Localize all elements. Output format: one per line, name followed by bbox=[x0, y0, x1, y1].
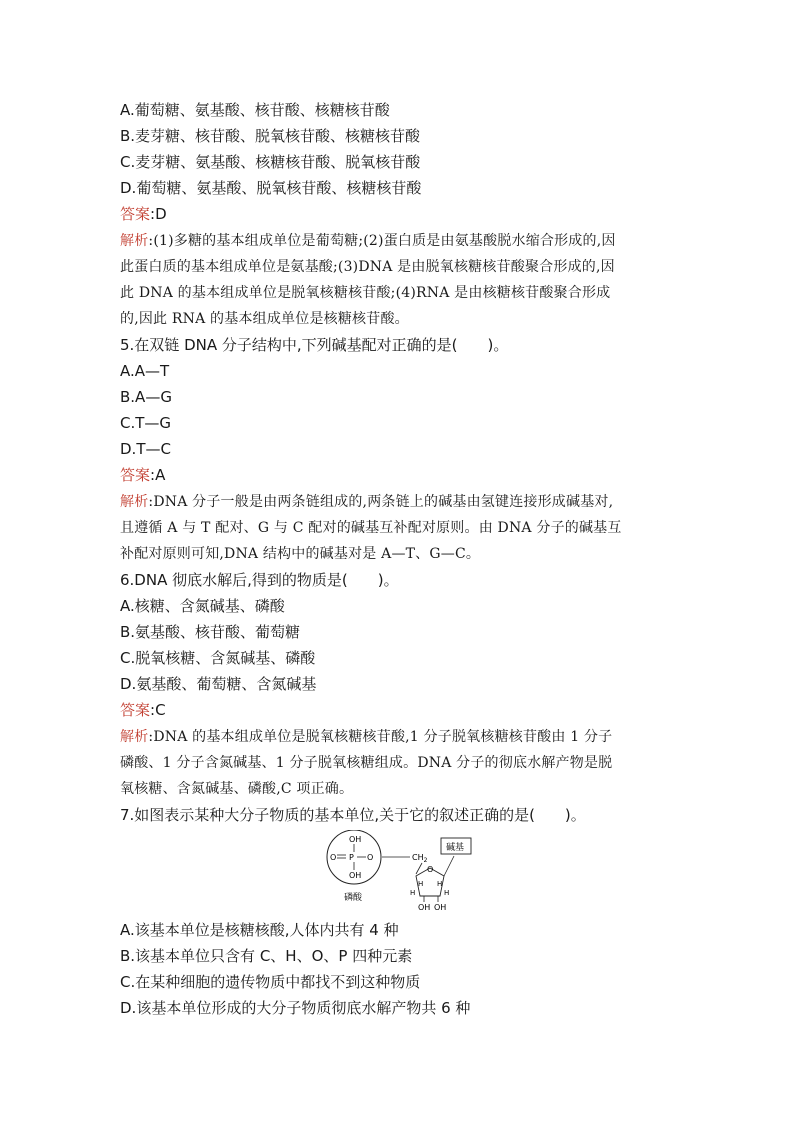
ring-h-1: H bbox=[418, 880, 424, 888]
q4-explain-line-2: 此蛋白质的基本组成单位是氨基酸;(3)DNA 是由脱氧核糖核苷酸聚合形成的,因 bbox=[120, 259, 615, 275]
q7-option-a: A.该基本单位是核糖核酸,人体内共有 4 种 bbox=[120, 921, 399, 939]
ring-h-4: H bbox=[444, 889, 450, 897]
q7-stem: 7.如图表示某种大分子物质的基本单位,关于它的叙述正确的是( )。 bbox=[120, 806, 586, 824]
q5-explain-line-2: 且遵循 A 与 T 配对、G 与 C 配对的碱基互补配对原则。由 DNA 分子的碱基互 bbox=[120, 520, 622, 536]
q6-answer bbox=[120, 701, 166, 719]
answer-value: :A bbox=[150, 466, 166, 484]
phosphate-label: 磷酸 bbox=[344, 893, 363, 903]
q5-option-d: D.T—C bbox=[120, 440, 171, 458]
q6-option-a: A.核糖、含氮碱基、磷酸 bbox=[120, 597, 285, 615]
ch2-label: $CH_2$ bbox=[412, 853, 428, 864]
explain-label: 解析 bbox=[120, 233, 149, 249]
q6-explain-line-3: 氧核糖、含氮碱基、磷酸,C 项正确。 bbox=[120, 781, 354, 797]
phosphate-oh-bottom: OH bbox=[349, 871, 362, 880]
answer-label: 答案 bbox=[120, 701, 151, 719]
q4-explain-line-1 bbox=[120, 232, 616, 250]
q6-option-b: B.氨基酸、核苷酸、葡萄糖 bbox=[120, 623, 301, 641]
q4-option-c: C.麦芽糖、氨基酸、核糖核苷酸、脱氧核苷酸 bbox=[120, 153, 421, 171]
phosphate-o-left: O bbox=[330, 853, 337, 862]
answer-label: 答案 bbox=[120, 466, 151, 484]
nucleotide-structure-diagram bbox=[326, 830, 476, 915]
q6-option-c: C.脱氧核糖、含氮碱基、磷酸 bbox=[120, 649, 316, 667]
ring-oh-1: OH bbox=[418, 903, 431, 912]
bond-c1-base bbox=[444, 856, 454, 876]
phosphate-p: P bbox=[349, 853, 354, 862]
q5-answer bbox=[120, 466, 165, 484]
ring-h-3: H bbox=[410, 889, 416, 897]
ring-oxygen: O bbox=[427, 865, 434, 874]
q6-explain-line-1 bbox=[120, 728, 612, 746]
explain-label: 解析 bbox=[120, 494, 149, 510]
q6-stem: 6.DNA 彻底水解后,得到的物质是( )。 bbox=[120, 571, 399, 589]
q5-explain-line-1 bbox=[120, 493, 613, 511]
explain-label: 解析 bbox=[120, 729, 149, 745]
q4-option-d: D.葡萄糖、氨基酸、脱氧核苷酸、核糖核苷酸 bbox=[120, 179, 422, 197]
phosphate-oh-top: OH bbox=[349, 835, 362, 844]
q4-explain-line-3: 此 DNA 的基本组成单位是脱氧核糖核苷酸;(4)RNA 是由核糖核苷酸聚合形成 bbox=[120, 285, 611, 301]
q4-answer bbox=[120, 205, 167, 223]
q5-option-b: B.A—G bbox=[120, 388, 172, 406]
q6-explain-line-2: 磷酸、1 分子含氮碱基、1 分子脱氧核糖组成。DNA 分子的彻底水解产物是脱 bbox=[120, 755, 613, 771]
base-label: 碱基 bbox=[446, 843, 465, 853]
q4-option-b: B.麦芽糖、核苷酸、脱氧核苷酸、核糖核苷酸 bbox=[120, 127, 421, 145]
q5-option-c: C.T—G bbox=[120, 414, 172, 432]
q7-option-d: D.该基本单位形成的大分子物质彻底水解产物共 6 种 bbox=[120, 999, 471, 1017]
q7-option-c: C.在某种细胞的遗传物质中都找不到这种物质 bbox=[120, 973, 421, 991]
nucleotide-svg bbox=[326, 830, 476, 915]
ring-oh-2: OH bbox=[434, 903, 447, 912]
bond-ch2-c4 bbox=[416, 863, 422, 874]
q6-option-d: D.氨基酸、葡萄糖、含氮碱基 bbox=[120, 675, 317, 693]
q5-explain-line-3: 补配对原则可知,DNA 结构中的碱基对是 A—T、G—C。 bbox=[120, 546, 481, 562]
q4-explain-line-4: 的,因此 RNA 的基本组成单位是核糖核苷酸。 bbox=[120, 311, 409, 327]
ring-h-2: H bbox=[437, 880, 443, 888]
explain-text: :DNA 分子一般是由两条链组成的,两条链上的碱基由氢键连接形成碱基对, bbox=[148, 494, 614, 510]
answer-label: 答案 bbox=[120, 205, 151, 223]
answer-value: :D bbox=[150, 205, 167, 223]
phosphate-o-right: O bbox=[367, 853, 374, 862]
answer-value: :C bbox=[150, 701, 166, 719]
q7-option-b: B.该基本单位只含有 C、H、O、P 四种元素 bbox=[120, 947, 413, 965]
q4-option-a: A.葡萄糖、氨基酸、核苷酸、核糖核苷酸 bbox=[120, 101, 390, 119]
explain-text: :DNA 的基本组成单位是脱氧核糖核苷酸,1 分子脱氧核糖核苷酸由 1 分子 bbox=[148, 729, 613, 745]
q5-option-a: A.A—T bbox=[120, 362, 170, 380]
explain-text: :(1)多糖的基本组成单位是葡萄糖;(2)蛋白质是由氨基酸脱水缩合形成的,因 bbox=[148, 233, 616, 249]
q5-stem: 5.在双链 DNA 分子结构中,下列碱基配对正确的是( )。 bbox=[120, 336, 509, 354]
